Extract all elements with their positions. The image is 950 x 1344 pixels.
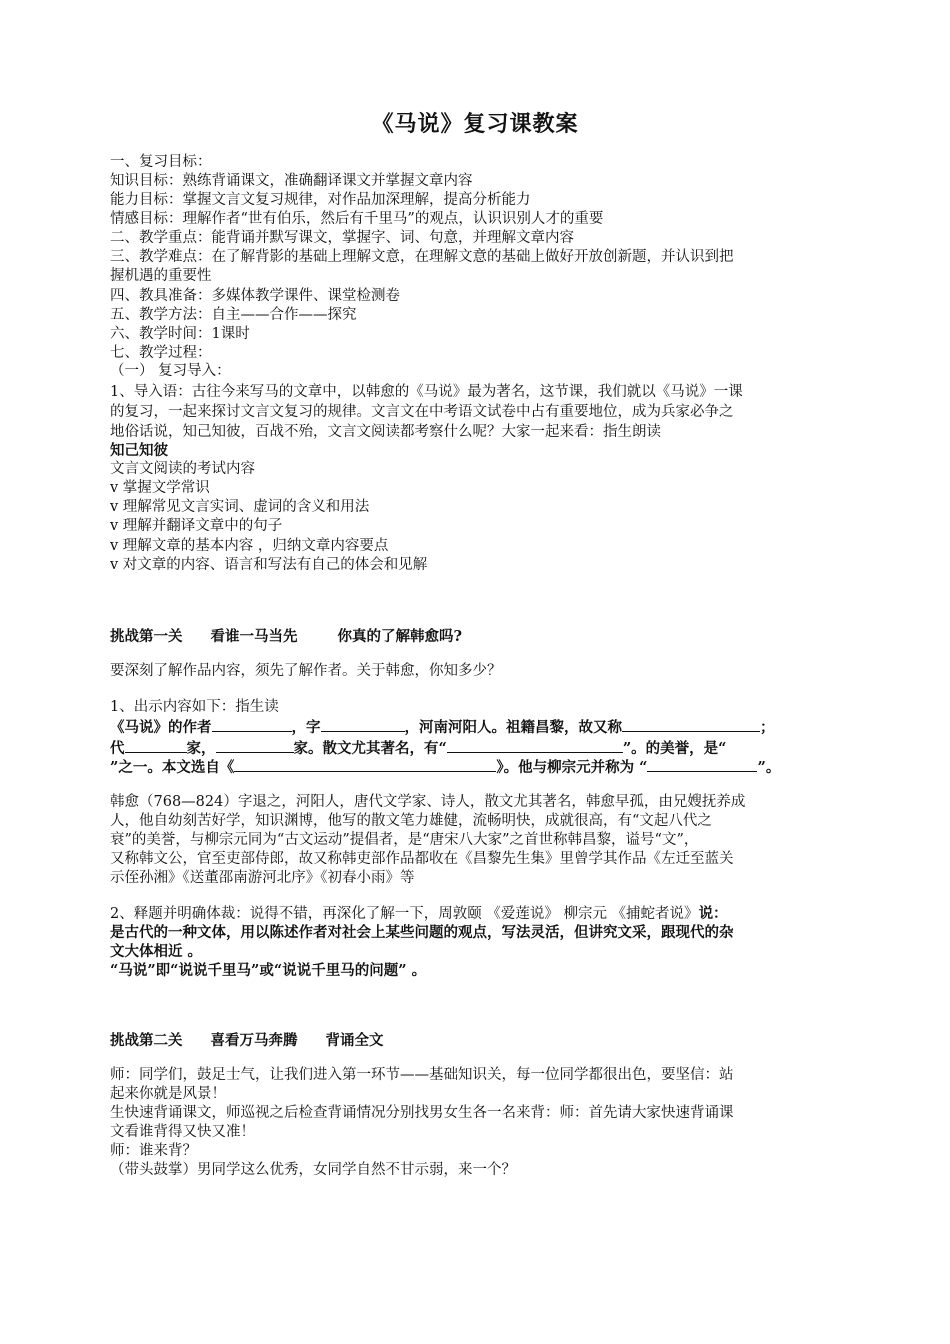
bio-line5: 示侄孙湘》《送董邵南游河北序》《初春小雨》等: [110, 870, 415, 886]
challenge1-intro: 要深刻了解作品内容，须先了解作者。关于韩愈，你知多少？: [110, 663, 502, 679]
teacher-line4: 文看谁背得又快又准！: [110, 1124, 255, 1140]
challenge2-task: 背诵全文: [325, 1032, 384, 1049]
answer-blank[interactable]: [447, 738, 623, 753]
objectives-heading: 一、复习目标：: [110, 154, 212, 170]
teaching-difficulty-line1: 三、教学难点：在了解背影的基础上理解文意，在理解文意的基础上做好开放创新题，并认识到把: [110, 249, 734, 265]
emotion-objective: 情感目标：理解作者“世有伯乐，然后有千里马”的观点，认识识别人才的重要: [110, 211, 604, 227]
exam-item: v 理解并翻译文章中的句子: [110, 518, 283, 534]
challenge1-label: 挑战第一关: [110, 628, 183, 645]
document-title: 《马说》复习课教案: [371, 111, 579, 137]
challenge2-heading: [110, 1031, 384, 1050]
fill-text: 代: [110, 740, 125, 757]
bio-line3: 衰”的美誉，与柳宗元同为“古文运动”提倡者，是“唐宋八大家”之首世称韩昌黎，谥号“文”，: [110, 832, 699, 848]
genre-bold-text: 说：: [698, 905, 728, 922]
ability-objective: 能力目标：掌握文言文复习规律，对作品加深理解，提高分析能力: [110, 192, 531, 208]
fill-blank-line2: [110, 738, 727, 758]
challenge1-subtitle: 看谁一马当先: [210, 628, 298, 645]
teaching-key-point: 二、教学重点：能背诵并默写课文，掌握字、词、句意，并理解文章内容: [110, 230, 574, 246]
answer-blank[interactable]: [212, 717, 292, 732]
intro-paragraph-line1: 1、导入语：古往今来写马的文章中，以韩愈的《马说》最为著名，这节课，我们就以《马说》一课: [110, 384, 743, 400]
answer-blank[interactable]: [125, 738, 187, 753]
bio-line4: 又称韩文公，官至吏部侍郎，故又称韩吏部作品都收在《昌黎先生集》里曾学其作品《左迁至蓝关: [110, 851, 734, 867]
fill-text: ”。的美誉，是“: [622, 740, 727, 757]
answer-blank[interactable]: [622, 717, 760, 732]
intro-paragraph-line3: 地俗话说，知己知彼，百战不殆，文言文阅读都考察什么呢？大家一起来看：指生朗读: [110, 424, 661, 440]
fill-text: ，河南河阳人。祖籍昌黎，故又称: [404, 719, 622, 736]
challenge2-label: 挑战第二关: [110, 1032, 183, 1049]
genre-line3: 文大体相近 。: [110, 943, 203, 960]
fill-blank-line3: [110, 757, 780, 777]
teacher-line3: 生快速背诵课文，师巡视之后检查背诵情况分别找男女生各一名来背：师：首先请大家快速背诵课: [110, 1105, 734, 1121]
teaching-time: 六、教学时间：1课时: [110, 326, 250, 342]
fill-text: ”之一。本文选自《: [110, 759, 235, 776]
teaching-tools: 四、教具准备：多媒体教学课件、课堂检测卷: [110, 288, 400, 304]
challenge1-show: 1、出示内容如下：指生读: [110, 699, 279, 715]
answer-blank[interactable]: [234, 757, 496, 772]
genre-line2: 是古代的一种文体，用以陈述作者对社会上某些问题的观点，写法灵活，但讲究文采，跟现代的杂: [110, 924, 734, 941]
exam-item: v 理解常见文言实词、虚词的含义和用法: [110, 499, 370, 515]
fill-text: ，字: [291, 719, 321, 736]
challenge2-subtitle: 喜看万马奔腾: [210, 1032, 298, 1049]
genre-text: 2、释题并明确体裁：说得不错，再深化了解一下，周敦颐 《爱莲说》 柳宗元 《捕蛇者说》: [110, 906, 699, 922]
fill-text: 家，: [186, 740, 216, 757]
challenge1-question: 你真的了解韩愈吗?: [337, 628, 462, 645]
fill-blank-line1: [110, 717, 775, 737]
review-intro-heading: （一） 复习导入：: [110, 363, 231, 379]
teaching-process-heading: 七、教学过程：: [110, 345, 212, 361]
genre-line4: “马说”即“说说千里马”或“说说千里马的问题” 。: [110, 962, 427, 979]
fill-text: ”。: [757, 759, 781, 776]
exam-item: v 掌握文学常识: [110, 480, 210, 496]
fill-text: 《马说》的作者: [110, 719, 212, 736]
intro-paragraph-line2: 的复习，一起来探讨文言文复习的规律。文言文在中考语文试卷中占有重要地位，成为兵家必争之: [110, 404, 734, 420]
answer-blank[interactable]: [647, 757, 757, 772]
fill-text: 家。散文尤其著名，有“: [293, 740, 447, 757]
teaching-method: 五、教学方法：自主——合作——探究: [110, 307, 357, 323]
challenge1-heading: [110, 627, 462, 646]
bio-line2: 人，他自幼刻苦好学，知识渊博，他写的散文笔力雄健，流畅明快，成就很高，有“文起八代之: [110, 813, 712, 829]
exam-content-title: 文言文阅读的考试内容: [110, 461, 255, 477]
exam-item: v 理解文章的基本内容 ，归纳文章内容要点: [110, 538, 389, 554]
answer-blank[interactable]: [321, 717, 405, 732]
fill-text: 》。他与柳宗元并称为 “: [496, 759, 648, 776]
teaching-difficulty-line2: 握机遇的重要性: [110, 268, 212, 284]
genre-line1: [110, 904, 728, 924]
answer-blank[interactable]: [216, 738, 294, 753]
zhiji-heading: 知己知彼: [110, 442, 168, 459]
teacher-line2: 起来你就是风景！: [110, 1086, 226, 1102]
bio-line1: 韩愈（768—824）字退之，河阳人，唐代文学家、诗人，散文尤其著名，韩愈早孤，由兄嫂抚养成: [110, 794, 746, 810]
exam-item: v 对文章的内容、语言和写法有自己的体会和见解: [110, 557, 428, 573]
fill-text: ；: [760, 719, 775, 736]
teacher-line5: 师：谁来背？: [110, 1143, 197, 1159]
knowledge-objective: 知识目标：熟练背诵课文，准确翻译课文并掌握文章内容: [110, 173, 473, 189]
teacher-line6: （带头鼓掌）男同学这么优秀，女同学自然不甘示弱，来一个？: [110, 1162, 516, 1178]
teacher-line1: 师：同学们，鼓足士气，让我们进入第一环节——基础知识关，每一位同学都很出色，要坚信：站: [110, 1067, 734, 1083]
